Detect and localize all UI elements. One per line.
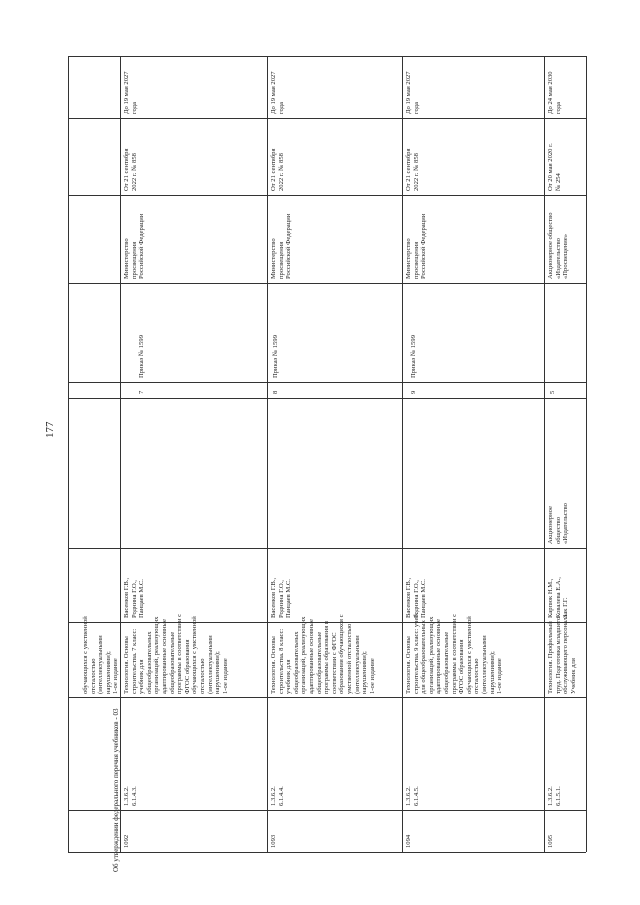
row-date: От 21 сентября 2022 г. № 858 <box>123 148 138 191</box>
row-code: 1.3.6.2. 6.1.4.4. <box>270 786 285 806</box>
row-ministry: Министерство просвещения Российской Федерации <box>405 213 428 279</box>
row-order: Приказ № 1599 <box>272 335 279 378</box>
row-code: 1.3.6.2. 6.1.4.3. <box>123 786 138 806</box>
row-code: 1.3.6.2. 6.1.5.1. <box>547 786 562 806</box>
row-authors: Васенков Г.В., Роднина Г.О., Панцаев М.С. <box>270 577 293 618</box>
row-until: До 24 мая 2030 года <box>547 71 562 114</box>
row-date: От 21 сентября 2022 г. № 858 <box>405 148 420 191</box>
row-number: 1093 <box>270 834 277 848</box>
row-ministry: Министерство просвещения Российской Федерации <box>270 213 293 279</box>
row-number: 1095 <box>547 834 554 848</box>
row-authors: Васенков Г.В., Роднина Г.О., Панцаев М.С. <box>123 577 146 618</box>
row-number: 1092 <box>123 834 130 848</box>
row-order: Приказ № 1599 <box>410 335 417 378</box>
row-title: Технология. Профильный труд. Подготовка младшего обслуживающего персонала. Учебник для <box>547 613 577 694</box>
row-grade: 5 <box>549 390 556 394</box>
row-title: Технология. Основы строительства. 7 класс: учебник для общеобразовательных организаций, реализующих адаптированные основные общеобразовательные программы в соответствии с ФГОС образования обучающихся с умственной отсталостью (интеллектуальными нарушениями); 1-ое издание <box>123 613 229 694</box>
row-title: Технология. Основы строительства. 8 класс: учебник для общеобразовательных организаций, реализующих адаптированные основные общеобразовательные программы образования в соответствии с ФГОС образования обучающихся с умственной отсталостью (интеллектуальными нарушениями); 1-ое издание <box>270 614 376 694</box>
row-date: От 20 мая 2020 г. № 254 <box>547 143 562 191</box>
row-authors: Карпюк Н.М., Ковалева Е.А., Зак Г.Г. <box>547 577 570 618</box>
row-grade: 9 <box>410 390 417 394</box>
row-order: Приказ № 1599 <box>138 335 145 378</box>
row-until: До 19 мая 2027 года <box>123 71 138 114</box>
document-footer: Об утверждении федерального перечня учебников - 03 <box>112 708 120 872</box>
row-until: До 19 мая 2027 года <box>270 71 285 114</box>
row-date: От 21 сентября 2022 г. № 858 <box>270 148 285 191</box>
row-ministry: Министерство просвещения Российской Федерации <box>123 213 146 279</box>
row-publisher: Акционерное общество «Издательство <box>547 503 570 544</box>
row-until: До 19 мая 2027 года <box>405 71 420 114</box>
row-title: Технология. Основы строительства. 9 класс: учеб. для общеобразовательных организаций, реализующих адаптированные основные общеобразовательные программы в соответствии с ФГОС образования обучающихся с умственной отсталостью (интеллектуальными нарушениями); 1-ое издание <box>405 612 504 694</box>
page-number: 177 <box>44 421 56 438</box>
row-grade: 8 <box>272 390 279 394</box>
row-authors: Васенков Г.В., Роднина Г.О., Панцаев М.С. <box>405 577 428 618</box>
continued-title-cell: обучающихся с умственной отсталостью (интеллектуальными нарушениями); 1-ое издание <box>82 616 120 694</box>
row-code: 1.3.6.2. 6.1.4.5. <box>405 786 420 806</box>
row-grade: 7 <box>138 390 145 394</box>
row-ministry: Акционерное общество «Издательство «Просвещение» <box>547 212 570 279</box>
row-number: 1094 <box>405 834 412 848</box>
